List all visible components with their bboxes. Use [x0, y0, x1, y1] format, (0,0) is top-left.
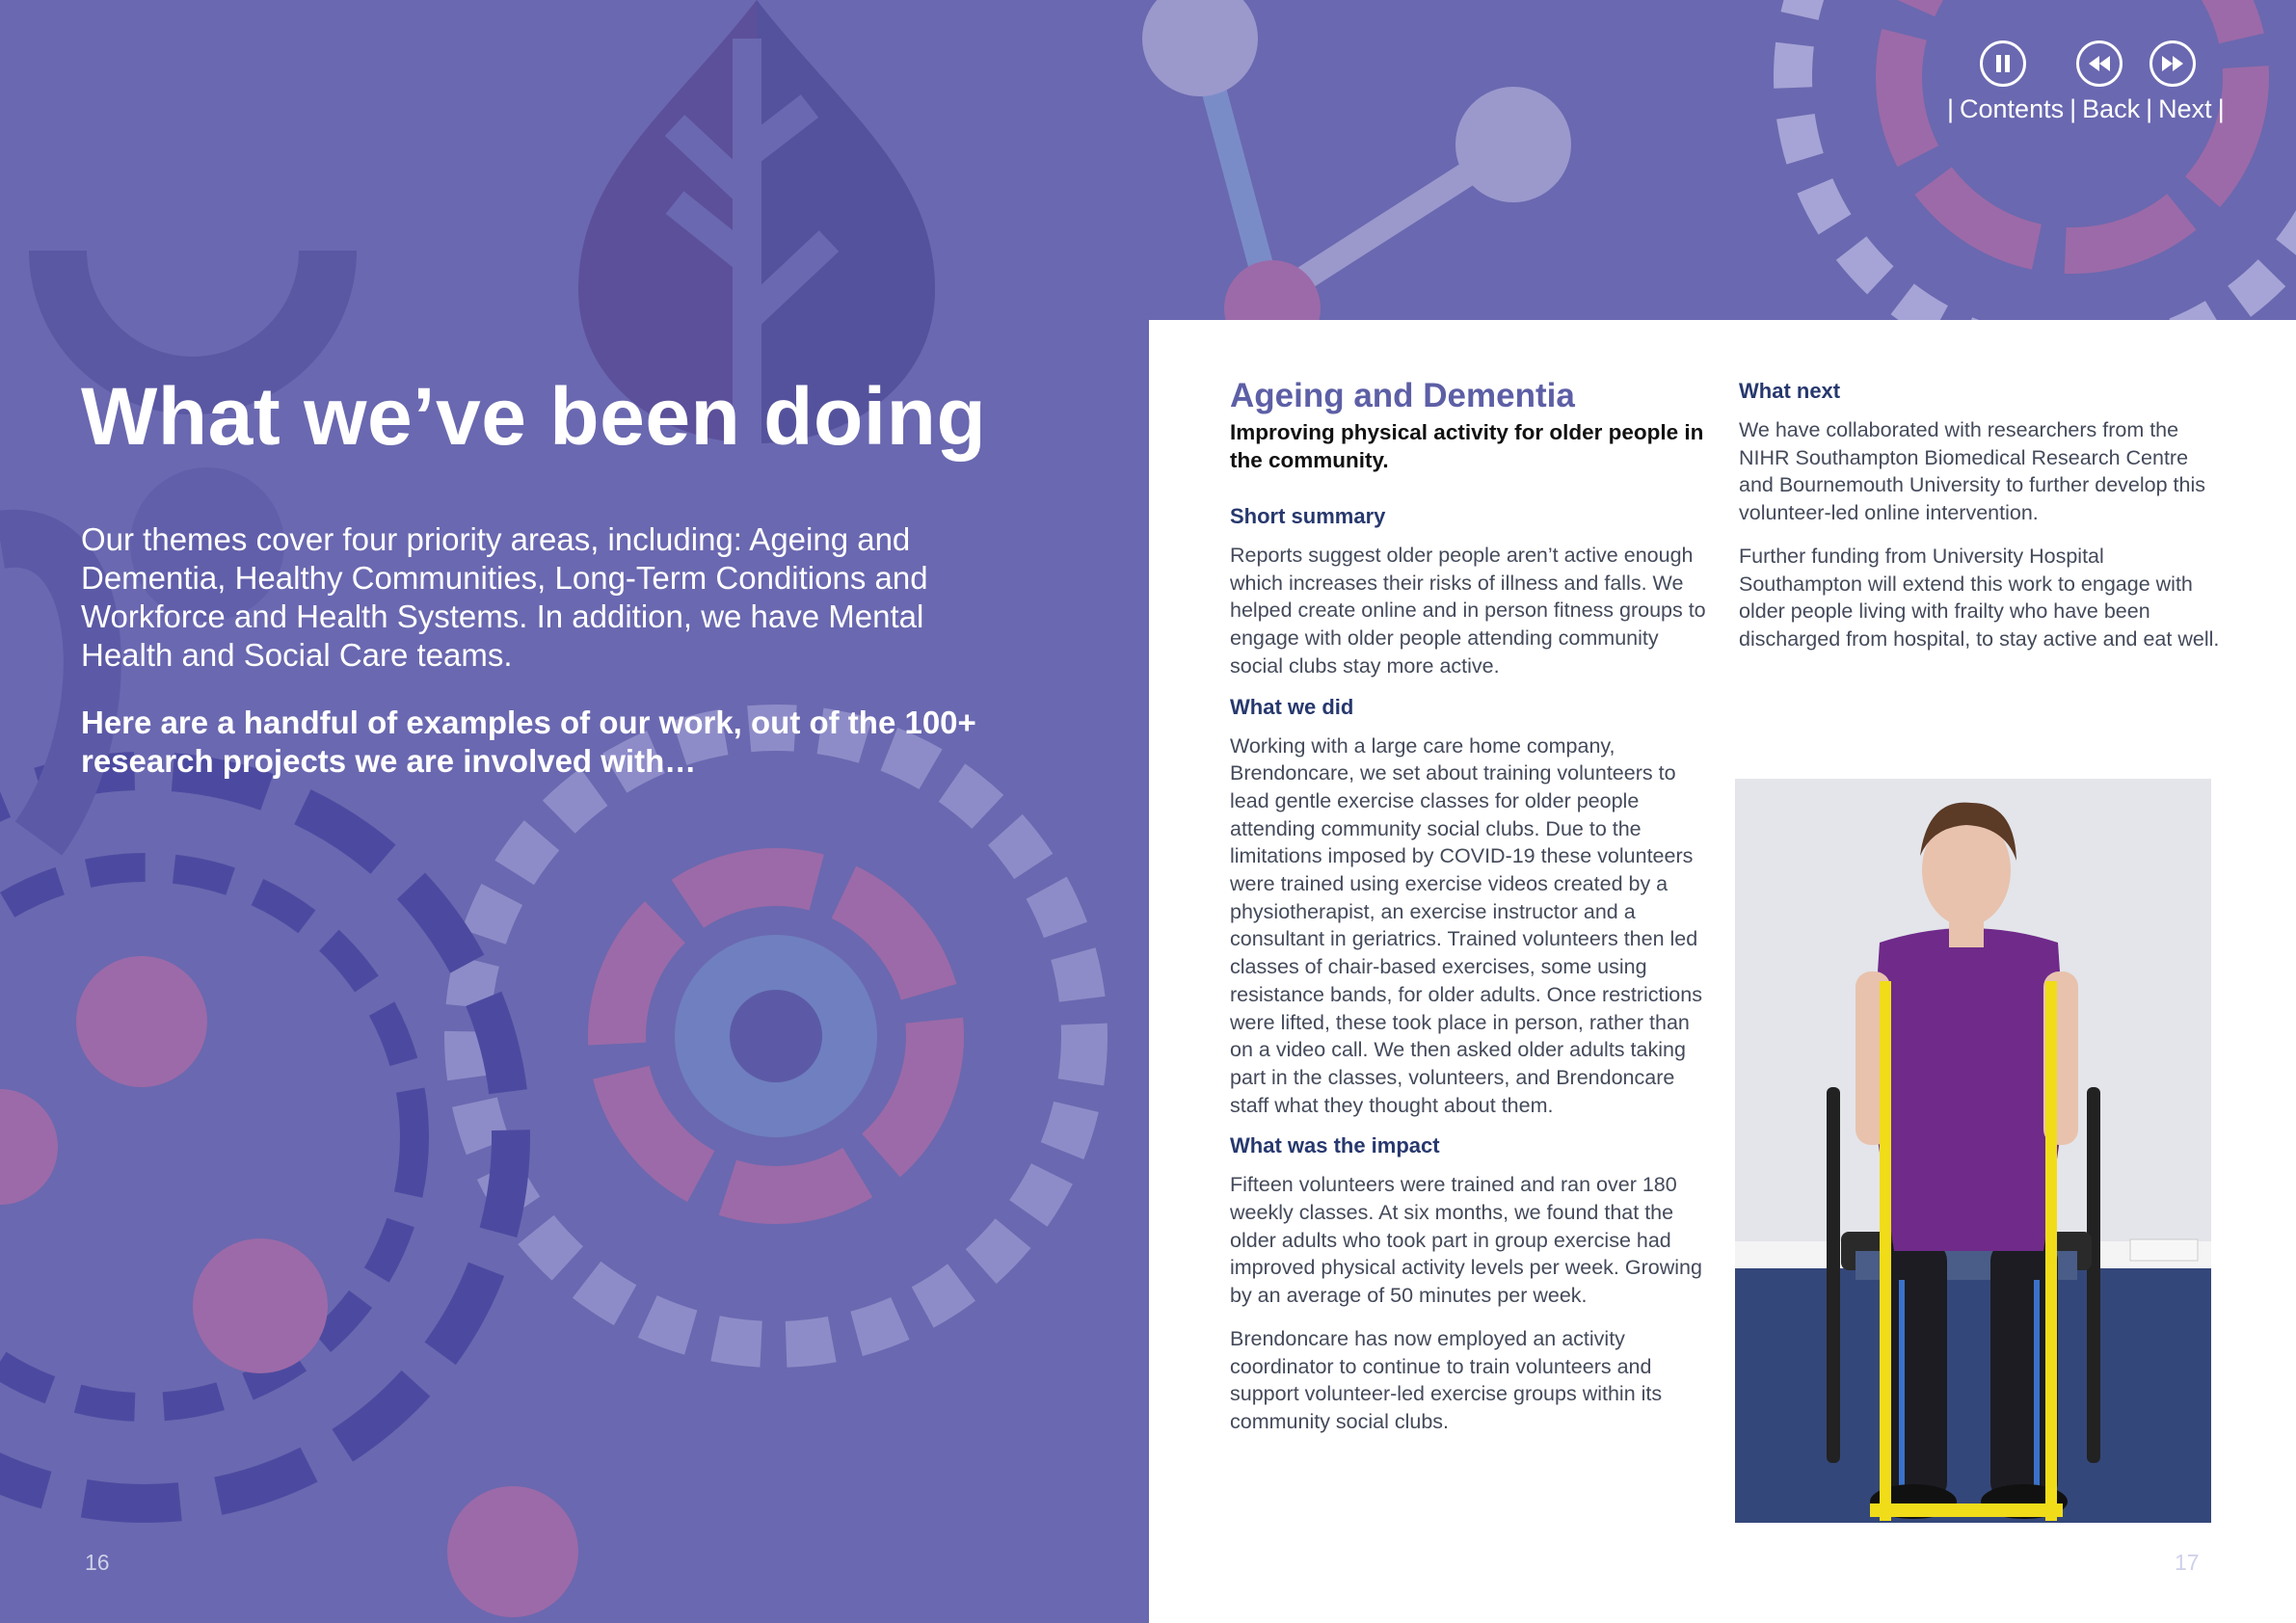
fast-forward-button[interactable] [2149, 40, 2196, 87]
section-title: Ageing and Dementia [1230, 377, 1575, 414]
nav-separator: | [1947, 94, 1955, 123]
short-summary-text: Reports suggest older people aren’t active enough which increases their risks of illness and falls. We helped create online and in person fitness groups to engage with older people attending community social clubs stay more active. [1230, 544, 1706, 678]
intro-paragraph: Our themes cover four priority areas, including: Ageing and Dementia, Healthy Communities, Long-Term Conditions and Workforce and Health Systems. In addition, we have Mental Health and Social Care teams. [81, 521, 928, 673]
short-summary-heading: Short summary [1230, 504, 1386, 528]
rewind-icon [2085, 49, 2114, 78]
back-link[interactable]: Back [2082, 94, 2141, 123]
impact-text-1: Fifteen volunteers were trained and ran over 180 weekly classes. At six months, we found that the older adults who took part in group exercise had improved physical activity levels per week. Growing by an average of 50 minutes per week. [1230, 1173, 1702, 1308]
contents-link[interactable]: Contents [1960, 94, 2065, 123]
nav-separator: | [2217, 94, 2225, 123]
page-number-right: 17 [2175, 1550, 2200, 1575]
pause-icon [1989, 49, 2017, 78]
what-next-heading: What next [1739, 379, 1841, 403]
nav-separator: | [2146, 94, 2153, 123]
impact-text-2: Brendoncare has now employed an activity coordinator to continue to train volunteers and support volunteer-led exercise groups within its community social clubs. [1230, 1326, 1663, 1433]
section-subtitle: Improving physical activity for older people in the community. [1230, 420, 1704, 472]
nav-links [1941, 94, 2230, 124]
impact-heading: What was the impact [1230, 1133, 1440, 1158]
page-title: What we’ve been doing [81, 371, 987, 462]
nav-separator: | [2069, 94, 2077, 123]
what-we-did-heading: What we did [1230, 694, 1354, 719]
rewind-button[interactable] [2076, 40, 2122, 87]
pause-button[interactable] [1980, 40, 2026, 87]
left-column [1230, 376, 1712, 1436]
what-next-text-2: Further funding from University Hospital Southampton will extend this work to engage with older people living with frailty who have been discharged from hospital, to stay active and eat well. [1739, 544, 2220, 651]
fast-forward-icon [2158, 49, 2187, 78]
what-we-did-text: Working with a large care home company, Brendoncare, we set about training volunteers to lead gentle exercise classes for older people attending community social clubs. Due to the limitations imposed by COVID-19 these volunteers were trained using exercise videos created by a physiotherapist, an exercise instructor and a consultant in geriatrics. Trained volunteers then led classes of chair-based exercises, some using resistance bands, for older adults. Once restrictions were lifted, these took place in person, rather than on a video call. We then asked older adults taking part in the classes, volunteers, and Brendoncare staff what they thought about them. [1230, 733, 1702, 1117]
intro-highlight: Here are a handful of examples of our work, out of the 100+ research projects we are involved with… [81, 705, 976, 779]
right-column [1739, 378, 2221, 653]
exercise-photo [1735, 779, 2211, 1523]
next-link[interactable]: Next [2158, 94, 2212, 123]
what-next-text-1: We have collaborated with researchers from the NIHR Southampton Biomedical Research Centre and Bournemouth University to further develop this volunteer-led online intervention. [1739, 418, 2206, 525]
page-number-left: 16 [85, 1550, 110, 1575]
